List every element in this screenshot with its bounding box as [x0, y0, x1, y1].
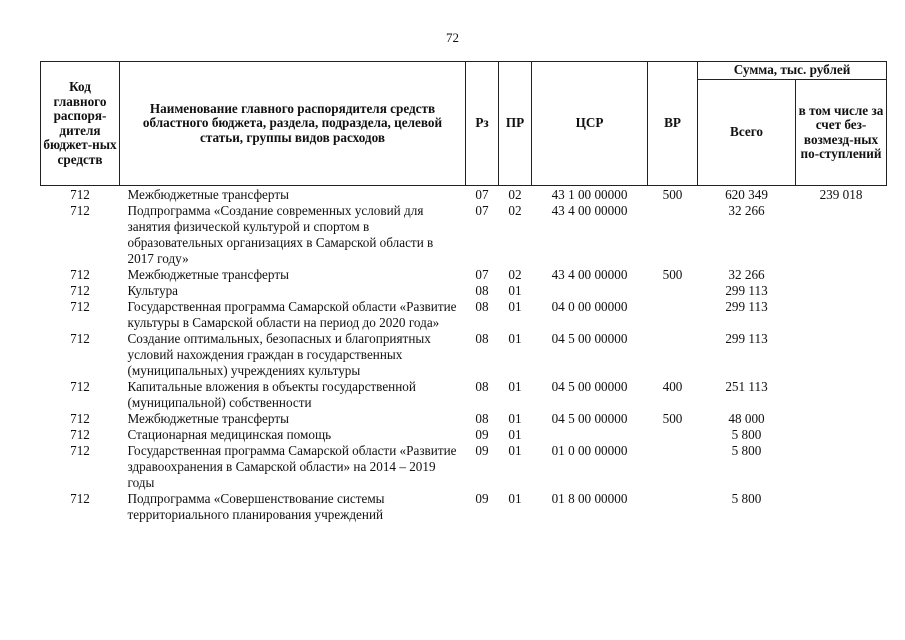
- table-row: [41, 267, 887, 283]
- table-row: [41, 443, 887, 491]
- cell-vr: 400: [662, 379, 683, 394]
- cell-name: Капитальные вложения в объекты государственной (муниципальной) собственности: [127, 379, 416, 410]
- cell-pr: 01: [508, 299, 522, 314]
- cell-vr: [648, 427, 698, 443]
- cell-rz: 07: [475, 187, 489, 202]
- table-row: [41, 283, 887, 299]
- cell-code: 712: [70, 283, 90, 298]
- cell-pr: 01: [508, 443, 522, 458]
- cell-name: Создание оптимальных, безопасных и благоприятных условий нахождения граждан в государственных (муниципальных) учреждениях культуры: [127, 331, 431, 378]
- cell-code: 712: [70, 203, 90, 218]
- cell-rz: 09: [475, 427, 489, 442]
- cell-vr: [648, 331, 698, 379]
- cell-total: 5 800: [731, 491, 762, 506]
- cell-total: 5 800: [731, 427, 762, 442]
- header-vr: ВР: [648, 62, 698, 186]
- cell-vr: [648, 283, 698, 299]
- cell-pr: 01: [508, 331, 522, 346]
- cell-code: 712: [70, 379, 90, 394]
- cell-name: Межбюджетные трансферты: [127, 267, 289, 282]
- cell-name: Стационарная медицинская помощь: [127, 427, 332, 442]
- cell-rz: 07: [475, 267, 489, 282]
- cell-free: [796, 443, 887, 491]
- cell-total: 299 113: [725, 331, 768, 346]
- cell-free: [796, 427, 887, 443]
- cell-code: 712: [70, 491, 90, 506]
- cell-code: 712: [70, 299, 90, 314]
- cell-csr: 01 0 00 00000: [551, 443, 628, 458]
- cell-rz: 09: [475, 491, 489, 506]
- cell-rz: 09: [475, 443, 489, 458]
- cell-free: [796, 411, 887, 427]
- cell-code: 712: [70, 267, 90, 282]
- table-row: [41, 203, 887, 267]
- cell-code: 712: [70, 411, 90, 426]
- cell-free: [796, 491, 887, 523]
- cell-name: Межбюджетные трансферты: [127, 187, 289, 202]
- cell-csr: [532, 283, 648, 299]
- cell-free: [796, 203, 887, 267]
- cell-name: Подпрограмма «Создание современных условий для занятия физической культурой и спортом в образовательных организациях в Самарской области в 2017 году»: [127, 203, 434, 266]
- cell-csr: 43 4 00 00000: [551, 267, 628, 282]
- cell-rz: 08: [475, 283, 489, 298]
- header-name: Наименование главного распорядителя средств областного бюджета, раздела, подраздела, целевой статьи, группы видов расходов: [120, 62, 466, 186]
- cell-vr: [648, 443, 698, 491]
- cell-csr: 04 5 00 00000: [551, 411, 628, 426]
- cell-vr: 500: [662, 187, 683, 202]
- cell-pr: 01: [508, 379, 522, 394]
- table-row: [41, 299, 887, 331]
- cell-pr: 02: [508, 267, 522, 282]
- cell-total: 251 113: [725, 379, 768, 394]
- cell-vr: 500: [662, 267, 683, 282]
- cell-total: 5 800: [731, 443, 762, 458]
- header-csr: ЦСР: [532, 62, 648, 186]
- cell-csr: 04 5 00 00000: [551, 379, 628, 394]
- cell-free: 239 018: [819, 187, 863, 202]
- cell-total: 299 113: [725, 299, 768, 314]
- cell-free: [796, 283, 887, 299]
- cell-total: 620 349: [725, 187, 768, 202]
- cell-name: Государственная программа Самарской области «Развитие культуры в Самарской области на период до 2020 года»: [127, 299, 457, 330]
- cell-total: 32 266: [728, 203, 765, 218]
- header-pr: ПР: [499, 62, 532, 186]
- table-row: [41, 379, 887, 411]
- cell-pr: 02: [508, 203, 522, 218]
- cell-rz: 07: [475, 203, 489, 218]
- cell-total: 48 000: [728, 411, 765, 426]
- cell-pr: 01: [508, 491, 522, 506]
- cell-name: Государственная программа Самарской области «Развитие здравоохранения в Самарской области» на 2014 – 2019 годы: [127, 443, 457, 490]
- cell-vr: [648, 299, 698, 331]
- cell-free: [796, 267, 887, 283]
- cell-code: 712: [70, 331, 90, 346]
- cell-csr: 43 4 00 00000: [551, 203, 628, 218]
- cell-vr: 500: [662, 411, 683, 426]
- cell-name: Межбюджетные трансферты: [127, 411, 289, 426]
- cell-name: Культура: [127, 283, 179, 298]
- table-row: [41, 186, 887, 204]
- cell-vr: [648, 203, 698, 267]
- cell-csr: 43 1 00 00000: [551, 187, 628, 202]
- table-row: [41, 491, 887, 523]
- budget-table: [40, 61, 887, 523]
- cell-vr: [648, 491, 698, 523]
- cell-code: 712: [70, 427, 90, 442]
- page-number: 72: [446, 30, 459, 45]
- cell-free: [796, 331, 887, 379]
- cell-total: 299 113: [725, 283, 768, 298]
- header-total: Всего: [698, 80, 796, 186]
- cell-rz: 08: [475, 411, 489, 426]
- cell-code: 712: [70, 443, 90, 458]
- header-sum-group: Сумма, тыс. рублей: [698, 62, 887, 80]
- cell-csr: [532, 427, 648, 443]
- cell-csr: 01 8 00 00000: [551, 491, 628, 506]
- cell-pr: 02: [508, 187, 522, 202]
- header-code: Код главного распоря-дителя бюджет-ных средств: [41, 62, 120, 186]
- cell-code: 712: [70, 187, 90, 202]
- header-free: в том числе за счет без-возмезд-ных по-ступлений: [796, 80, 887, 186]
- cell-free: [796, 379, 887, 411]
- header-rz: Рз: [466, 62, 499, 186]
- cell-csr: 04 5 00 00000: [551, 331, 628, 346]
- cell-rz: 08: [475, 379, 489, 394]
- cell-pr: 01: [508, 427, 522, 442]
- cell-rz: 08: [475, 331, 489, 346]
- cell-rz: 08: [475, 299, 489, 314]
- cell-total: 32 266: [728, 267, 765, 282]
- cell-pr: 01: [508, 283, 522, 298]
- cell-name: Подпрограмма «Совершенствование системы территориального планирования учреждений: [127, 491, 385, 522]
- table-row: [41, 411, 887, 427]
- cell-csr: 04 0 00 00000: [551, 299, 628, 314]
- table-row: [41, 331, 887, 379]
- cell-free: [796, 299, 887, 331]
- cell-pr: 01: [508, 411, 522, 426]
- table-row: [41, 427, 887, 443]
